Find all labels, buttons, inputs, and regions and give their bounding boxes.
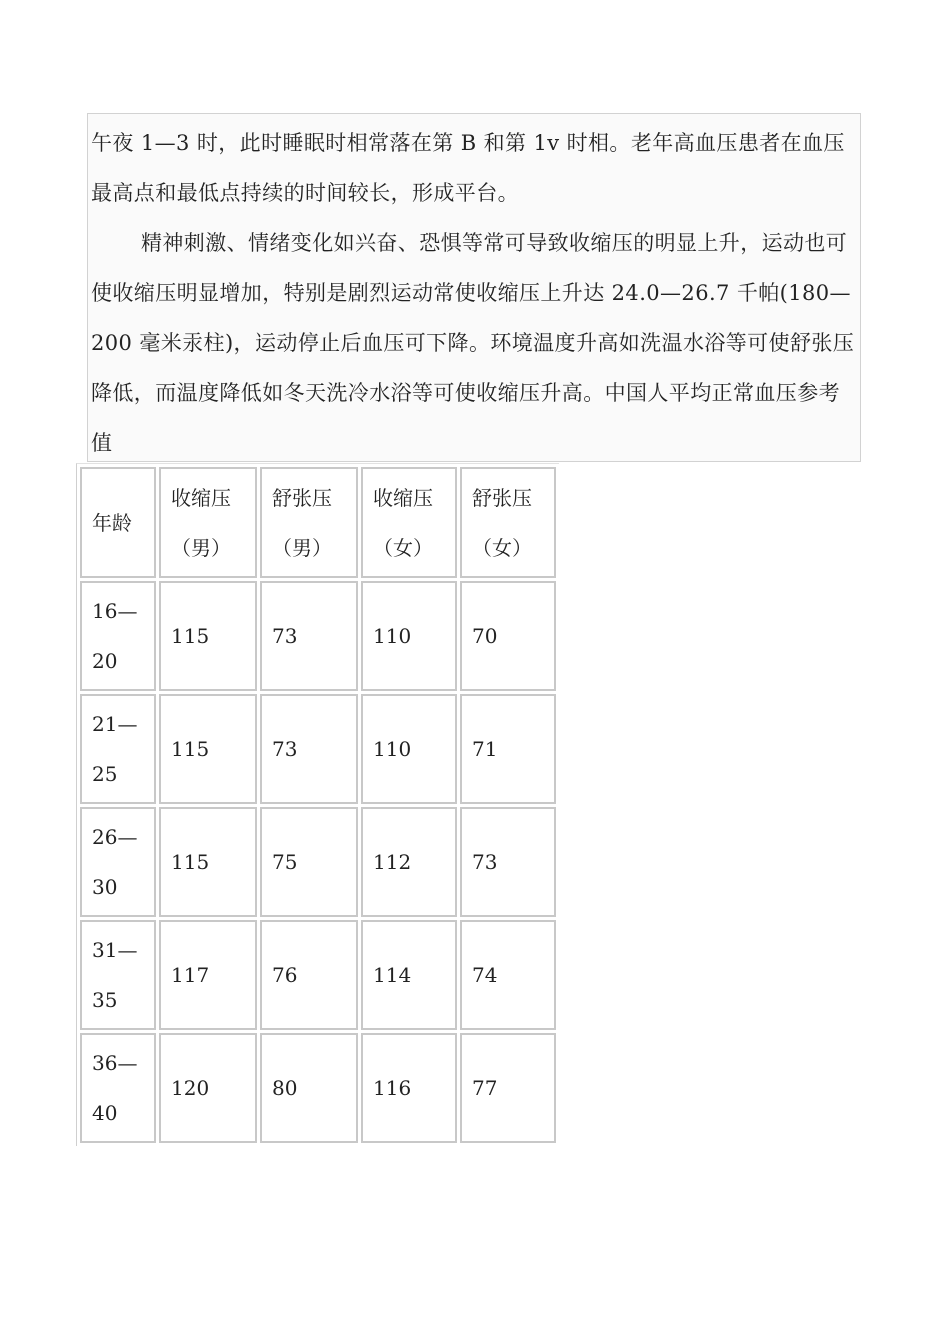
table-row bbox=[80, 1033, 556, 1143]
cell-systolic-female: 114 bbox=[361, 920, 457, 1030]
cell-diastolic-male: 80 bbox=[260, 1033, 358, 1143]
cell-age: 36—40 bbox=[80, 1033, 156, 1143]
header-systolic-female bbox=[361, 467, 457, 578]
cell-diastolic-male: 73 bbox=[260, 581, 358, 691]
header-sublabel: （男） bbox=[171, 535, 231, 560]
table-row bbox=[80, 581, 556, 691]
header-diastolic-male bbox=[260, 467, 358, 578]
table-row bbox=[80, 694, 556, 804]
header-label: 舒张压 bbox=[472, 485, 532, 510]
cell-systolic-female: 112 bbox=[361, 807, 457, 917]
cell-systolic-male: 115 bbox=[159, 807, 257, 917]
table-row bbox=[80, 920, 556, 1030]
header-label: 收缩压 bbox=[171, 485, 231, 510]
cell-systolic-male: 120 bbox=[159, 1033, 257, 1143]
table-row bbox=[80, 807, 556, 917]
cell-diastolic-female: 74 bbox=[460, 920, 556, 1030]
header-sublabel: （女） bbox=[472, 535, 532, 560]
cell-age: 21—25 bbox=[80, 694, 156, 804]
blood-pressure-table bbox=[76, 463, 559, 1146]
text-block bbox=[87, 113, 861, 462]
cell-systolic-female: 116 bbox=[361, 1033, 457, 1143]
header-label: 收缩压 bbox=[373, 485, 433, 510]
cell-diastolic-female: 77 bbox=[460, 1033, 556, 1143]
cell-diastolic-female: 71 bbox=[460, 694, 556, 804]
cell-systolic-male: 115 bbox=[159, 581, 257, 691]
table-header-row bbox=[80, 467, 556, 578]
cell-diastolic-male: 75 bbox=[260, 807, 358, 917]
paragraph-1: 午夜 1—3 时，此时睡眠时相常落在第 B 和第 1v 时相。老年高血压患者在血压最高点和最低点持续的时间较长，形成平台。 bbox=[91, 131, 845, 205]
cell-systolic-female: 110 bbox=[361, 581, 457, 691]
cell-diastolic-female: 73 bbox=[460, 807, 556, 917]
header-sublabel: （女） bbox=[373, 535, 433, 560]
header-age-label: 年龄 bbox=[92, 510, 132, 535]
header-diastolic-female bbox=[460, 467, 556, 578]
cell-age: 26—30 bbox=[80, 807, 156, 917]
cell-systolic-female: 110 bbox=[361, 694, 457, 804]
header-age bbox=[80, 467, 156, 578]
cell-diastolic-female: 70 bbox=[460, 581, 556, 691]
header-systolic-male bbox=[159, 467, 257, 578]
cell-diastolic-male: 73 bbox=[260, 694, 358, 804]
cell-age: 31—35 bbox=[80, 920, 156, 1030]
cell-systolic-male: 117 bbox=[159, 920, 257, 1030]
header-sublabel: （男） bbox=[272, 535, 332, 560]
cell-diastolic-male: 76 bbox=[260, 920, 358, 1030]
cell-age: 16—20 bbox=[80, 581, 156, 691]
paragraph-2: 精神刺激、情绪变化如兴奋、恐惧等常可导致收缩压的明显上升，运动也可使收缩压明显增加，特别是剧烈运动常使收缩压上升达 24.0—26.7 千帕(180—200 毫米汞柱)，运动停止后血压可下降。环境温度升高如洗温水浴等可使舒张压降低，而温度降低如冬天洗冷水浴等可使收缩压升高。中国人平均正常血压参考值 bbox=[91, 231, 855, 455]
cell-systolic-male: 115 bbox=[159, 694, 257, 804]
header-label: 舒张压 bbox=[272, 485, 332, 510]
